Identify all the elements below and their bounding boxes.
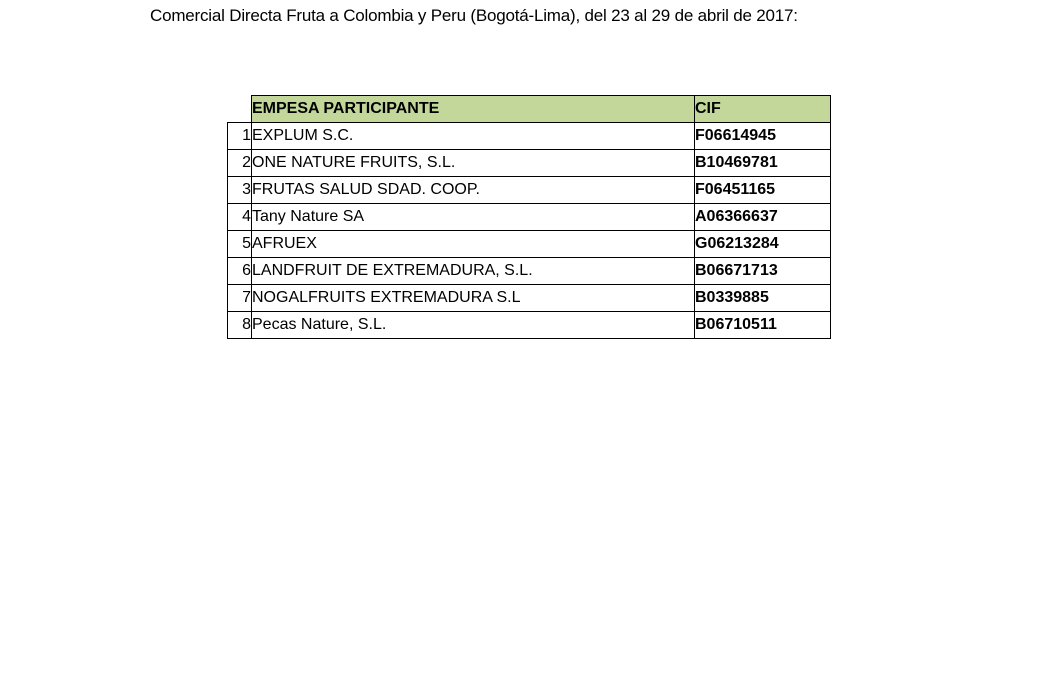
company-cif: F06451165 (695, 177, 831, 204)
table-row (228, 312, 831, 339)
header-company: EMPESA PARTICIPANTE (252, 96, 695, 123)
company-name: LANDFRUIT DE EXTREMADURA, S.L. (252, 258, 695, 285)
company-name: EXPLUM S.C. (252, 123, 695, 150)
company-cif: A06366637 (695, 204, 831, 231)
company-name: AFRUEX (252, 231, 695, 258)
table-row (228, 258, 831, 285)
row-number: 1 (228, 123, 252, 150)
row-number: 7 (228, 285, 252, 312)
company-name: Pecas Nature, S.L. (252, 312, 695, 339)
company-cif: B0339885 (695, 285, 831, 312)
document-title: Comercial Directa Fruta a Colombia y Peru (Bogotá-Lima), del 23 al 29 de abril de 2017: (150, 6, 798, 25)
row-number: 8 (228, 312, 252, 339)
company-name: ONE NATURE FRUITS, S.L. (252, 150, 695, 177)
table-row (228, 285, 831, 312)
table-header-row (228, 96, 831, 123)
company-cif: B06710511 (695, 312, 831, 339)
table-row (228, 204, 831, 231)
company-cif: B06671713 (695, 258, 831, 285)
row-number: 5 (228, 231, 252, 258)
row-number: 3 (228, 177, 252, 204)
row-number: 2 (228, 150, 252, 177)
table-row (228, 150, 831, 177)
row-number: 6 (228, 258, 252, 285)
table-row (228, 231, 831, 258)
company-cif: B10469781 (695, 150, 831, 177)
company-name: NOGALFRUITS EXTREMADURA S.L (252, 285, 695, 312)
participants-table (227, 95, 831, 339)
company-name: FRUTAS SALUD SDAD. COOP. (252, 177, 695, 204)
company-cif: G06213284 (695, 231, 831, 258)
company-cif: F06614945 (695, 123, 831, 150)
header-blank-cell (228, 96, 252, 123)
table-row (228, 177, 831, 204)
table-row (228, 123, 831, 150)
company-name: Tany Nature SA (252, 204, 695, 231)
row-number: 4 (228, 204, 252, 231)
header-cif: CIF (695, 96, 831, 123)
